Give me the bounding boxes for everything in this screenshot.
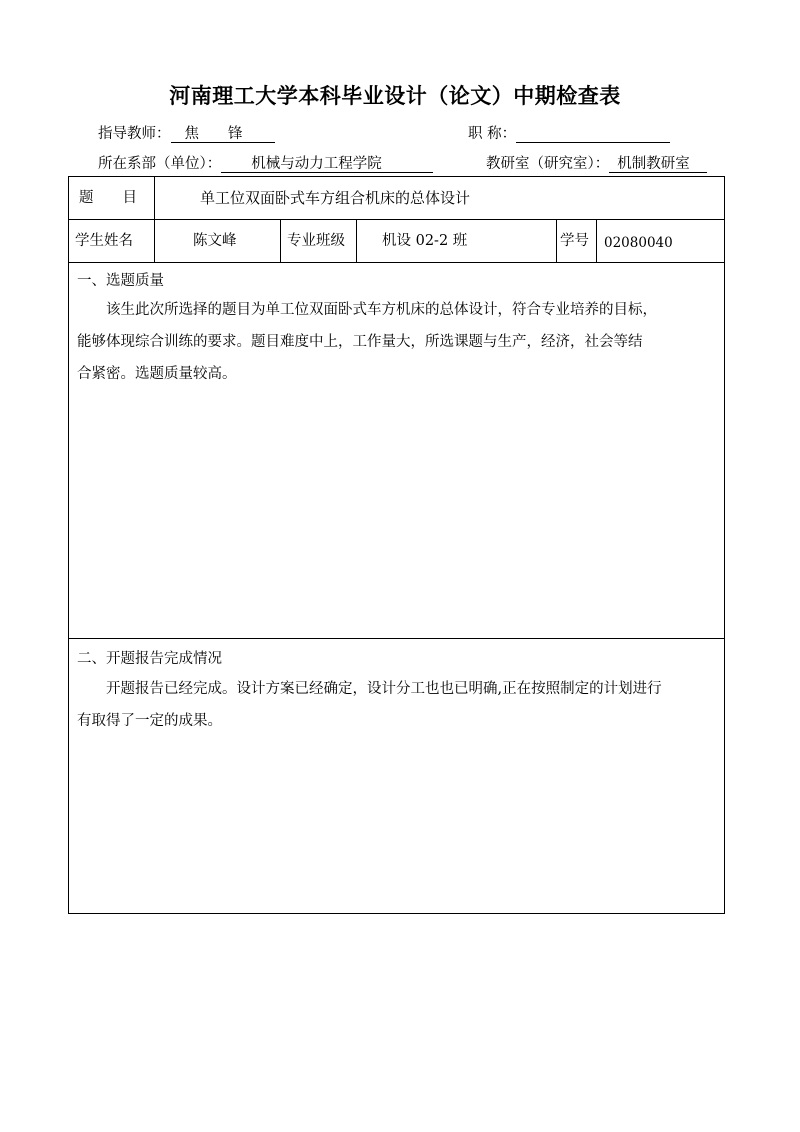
- row-divider-3: [69, 638, 724, 639]
- topic-value: 单工位双面卧式车方组合机床的总体设计: [200, 189, 471, 207]
- dept-value: 机械与动力工程学院: [221, 155, 433, 173]
- section-quality-line-2: 能够体现综合训练的要求。题目难度中上，工作量大，所选课题与生产，经济，社会等结: [77, 334, 643, 350]
- col-divider-1: [154, 219, 155, 262]
- advisor-line: [98, 122, 275, 143]
- section-quality-line-1: 该生此次所选择的题目为单工位双面卧式车方机床的总体设计，符合专业培养的目标，: [77, 302, 657, 318]
- dept-label: 所在系部（单位）：: [98, 156, 222, 172]
- col-divider-4: [556, 219, 557, 262]
- section-quality-heading: 一、选题质量: [77, 273, 164, 289]
- student-value: 陈文峰: [193, 233, 237, 249]
- section-proposal-heading: 二、开题报告完成情况: [77, 651, 222, 667]
- student-label: 学生姓名: [75, 233, 133, 249]
- rank-line: [468, 122, 670, 143]
- topic-label: 题 目: [79, 190, 137, 206]
- row-divider-1: [69, 219, 724, 220]
- dept-line: [98, 152, 433, 173]
- col-divider-5: [596, 219, 597, 262]
- section-quality-body: [77, 294, 727, 390]
- lab-value: 机制教研室: [609, 155, 707, 173]
- col-divider-2: [280, 219, 281, 262]
- section-proposal-body: [77, 673, 727, 737]
- advisor-label: 指导教师：: [98, 126, 171, 142]
- id-label: 学号: [560, 233, 589, 249]
- class-value: 机设 02-2 班: [382, 233, 468, 249]
- class-label: 专业班级: [287, 233, 345, 249]
- col-divider-topic: [154, 177, 155, 219]
- section-proposal-line-2: 有取得了一定的成果。: [77, 713, 222, 729]
- page-title: 河南理工大学本科毕业设计（论文）中期检查表: [169, 84, 621, 108]
- rank-value: [516, 124, 670, 143]
- check-table: [68, 176, 725, 914]
- rank-label: 职 称：: [468, 126, 517, 142]
- lab-line: [486, 152, 707, 173]
- lab-label: 教研室（研究室）：: [486, 156, 610, 172]
- section-proposal-line-1: 开题报告已经完成。设计方案已经确定，设计分工也也已明确,正在按照制定的计划进行: [77, 681, 662, 697]
- row-divider-2: [69, 262, 724, 263]
- section-quality-line-3: 合紧密。选题质量较高。: [77, 366, 237, 382]
- id-value: 02080040: [604, 235, 673, 251]
- advisor-value: 焦 锋: [171, 125, 275, 143]
- col-divider-3: [356, 219, 357, 262]
